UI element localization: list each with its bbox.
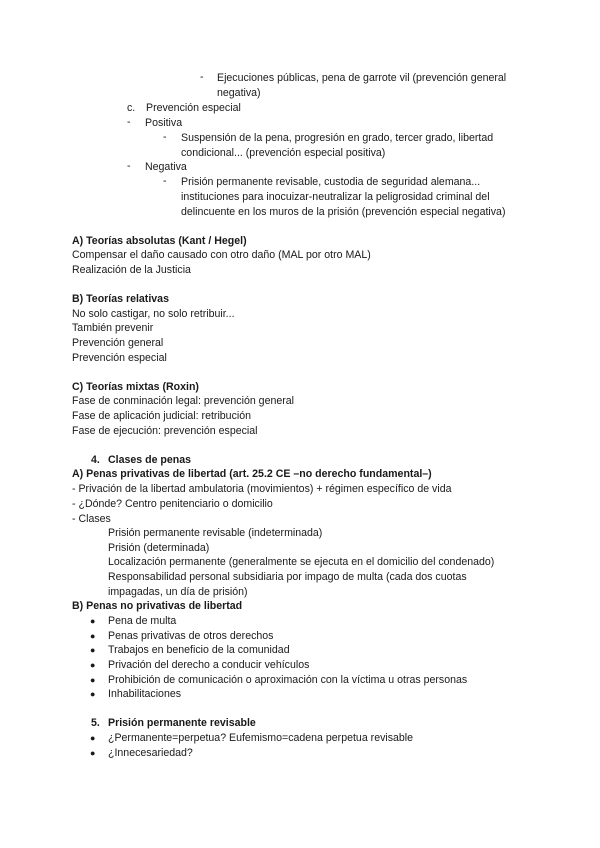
- list-dash: -: [163, 175, 167, 187]
- outline-subheading: Positiva: [145, 117, 183, 129]
- list-dash: -: [163, 131, 167, 143]
- indent-line: Responsabilidad personal subsidiaria por impago de multa (cada dos cuotas: [108, 571, 467, 583]
- list-item: Inhabilitaciones: [108, 688, 182, 700]
- section-line: No solo castigar, no solo retribuir...: [72, 308, 235, 320]
- section-title: B) Penas no privativas de libertad: [72, 600, 243, 612]
- outline-line: Suspensión de la pena, progresión en grado, tercer grado, libertad: [181, 132, 494, 144]
- outline-line: instituciones para inocuizar-neutralizar la peligrosidad criminal del: [181, 191, 490, 203]
- indent-line: Prisión permanente revisable (indeterminada): [108, 527, 323, 539]
- heading-title: Prisión permanente revisable: [108, 717, 256, 729]
- bullet-icon: ●: [90, 645, 96, 655]
- bullet-icon: ●: [90, 748, 96, 758]
- bullet-icon: ●: [90, 631, 96, 641]
- list-dash: -: [200, 71, 204, 83]
- section-title: A) Penas privativas de libertad (art. 25.2 CE –no derecho fundamental–): [72, 468, 432, 480]
- bullet-icon: ●: [90, 616, 96, 626]
- heading-title: Clases de penas: [108, 454, 192, 466]
- list-item: ¿Innecesariedad?: [108, 747, 193, 759]
- list-item: Trabajos en beneficio de la comunidad: [108, 644, 290, 656]
- indent-line: Localización permanente (generalmente se ejecuta en el domicilio del condenado): [108, 556, 495, 568]
- bullet-icon: ●: [90, 675, 96, 685]
- list-item: ¿Permanente=perpetua? Eufemismo=cadena perpetua revisable: [108, 732, 414, 744]
- indent-line: Prisión (determinada): [108, 542, 210, 554]
- section-title: C) Teorías mixtas (Roxin): [72, 381, 199, 393]
- section-title: B) Teorías relativas: [72, 293, 169, 305]
- heading-number: 5.: [91, 717, 100, 729]
- bullet-icon: ●: [90, 660, 96, 670]
- list-item: Privación del derecho a conducir vehículos: [108, 659, 310, 671]
- section-line: Fase de conminación legal: prevención general: [72, 395, 295, 407]
- outline-line: Ejecuciones públicas, pena de garrote vil (prevención general: [217, 72, 507, 84]
- section-line: - Privación de la libertad ambulatoria (movimientos) + régimen específico de vida: [72, 483, 452, 495]
- section-title: A) Teorías absolutas (Kant / Hegel): [72, 235, 247, 247]
- list-item: Pena de multa: [108, 615, 177, 627]
- outline-line: condicional... (prevención especial positiva): [181, 147, 386, 159]
- list-dash: -: [127, 116, 131, 128]
- section-line: Prevención especial: [72, 352, 167, 364]
- bullet-icon: ●: [90, 733, 96, 743]
- outline-heading: Prevención especial: [146, 102, 241, 114]
- list-item: Penas privativas de otros derechos: [108, 630, 274, 642]
- outline-subheading: Negativa: [145, 161, 187, 173]
- section-line: Compensar el daño causado con otro daño (MAL por otro MAL): [72, 249, 371, 261]
- list-item: Prohibición de comunicación o aproximación con la víctima u otras personas: [108, 674, 468, 686]
- section-line: - ¿Dónde? Centro penitenciario o domicilio: [72, 498, 273, 510]
- bullet-icon: ●: [90, 689, 96, 699]
- section-line: Realización de la Justicia: [72, 264, 191, 276]
- indent-line: impagadas, un día de prisión): [108, 586, 248, 598]
- heading-number: 4.: [91, 454, 100, 466]
- list-dash: -: [127, 160, 131, 172]
- section-line: - Clases: [72, 513, 111, 525]
- section-line: También prevenir: [72, 322, 154, 334]
- section-line: Fase de ejecución: prevención especial: [72, 425, 258, 437]
- section-line: Fase de aplicación judicial: retribución: [72, 410, 252, 422]
- outline-marker: c.: [127, 102, 136, 114]
- section-line: Prevención general: [72, 337, 164, 349]
- outline-line: delincuente en los muros de la prisión (prevención especial negativa): [181, 206, 506, 218]
- outline-line: Prisión permanente revisable, custodia de seguridad alemana...: [181, 176, 481, 188]
- outline-line: negativa): [217, 87, 261, 99]
